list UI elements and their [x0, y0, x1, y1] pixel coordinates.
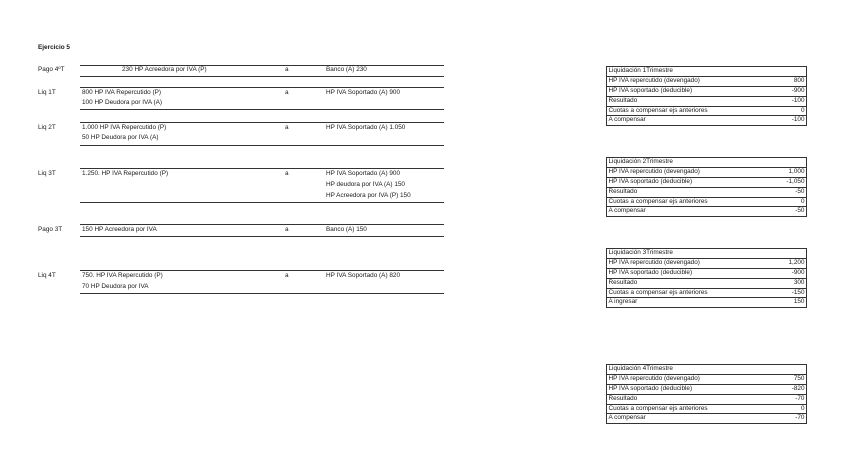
- entry-label: Pago 4ºT: [38, 66, 65, 73]
- row-value: -100: [791, 116, 805, 124]
- table-row: [607, 298, 806, 307]
- entry-credit: Banco (A) 150: [326, 226, 367, 233]
- liquidacion-table: [606, 364, 807, 424]
- row-label: Resultado: [608, 187, 638, 195]
- row-value: 150: [793, 298, 805, 306]
- row-value: -50: [795, 207, 805, 215]
- entry-credit: HP deudora por IVA (A) 150: [326, 181, 405, 188]
- entry-debit: 70 HP Deudora por IVA: [82, 283, 149, 290]
- row-value: 1,000: [788, 167, 805, 175]
- table-row: [607, 87, 806, 97]
- entry-a: a: [285, 170, 289, 177]
- row-value: 0: [800, 197, 805, 205]
- table-row: [607, 289, 806, 299]
- table-row: [607, 279, 806, 289]
- entry-credit: HP Acreedora por IVA (P) 150: [326, 192, 411, 199]
- table-header: [607, 365, 806, 375]
- entry-debit: 1.250. HP IVA Repercutido (P): [82, 170, 169, 177]
- table-row: [607, 188, 806, 198]
- table-row: [607, 207, 806, 216]
- row-label: Cuotas a compensar ejs anteriores: [608, 288, 708, 296]
- row-label: HP IVA repercutido (devengado): [608, 374, 700, 382]
- table-title: Liquidación 3Trimestre: [608, 249, 673, 256]
- row-label: A compensar: [608, 116, 646, 124]
- entry-a: a: [285, 272, 289, 279]
- entry-debit: 230 HP Acreedora por IVA (P): [122, 66, 207, 73]
- table-row: [607, 269, 806, 279]
- table-row: [607, 395, 806, 405]
- entry-rule: [80, 168, 444, 169]
- entry-label: Liq 4T: [38, 272, 56, 279]
- table-row: [607, 178, 806, 188]
- row-value: -100: [791, 96, 805, 104]
- entry-rule: [80, 236, 444, 237]
- table-title: Liquidación 4Trimestre: [608, 365, 673, 372]
- row-label: Resultado: [608, 278, 638, 286]
- entry-debit: 100 HP Deudora por IVA (A): [82, 99, 163, 106]
- entry-debit: 1.000 HP IVA Repercutido (P): [82, 124, 167, 131]
- entry-a: a: [285, 89, 289, 96]
- entry-a: a: [285, 226, 289, 233]
- entry-label: Pago 3T: [38, 226, 63, 233]
- row-label: A ingresar: [608, 298, 638, 306]
- table-row: [607, 414, 806, 423]
- table-row: [607, 97, 806, 107]
- entry-label: Liq 3T: [38, 170, 56, 177]
- row-value: -50: [795, 187, 805, 195]
- table-row: [607, 168, 806, 178]
- row-value: -70: [795, 414, 805, 422]
- row-value: -150: [791, 288, 805, 296]
- entry-rule: [80, 145, 444, 146]
- entry-credit: HP IVA Soportado (A) 1.050: [326, 124, 406, 131]
- table-row: [607, 385, 806, 395]
- row-label: HP IVA soportado (deducible): [608, 86, 693, 94]
- table-header: [607, 158, 806, 168]
- entry-debit: 50 HP Deudora por IVA (A): [82, 134, 159, 141]
- liquidacion-table: [606, 66, 807, 126]
- entry-rule: [80, 202, 444, 203]
- row-value: -900: [791, 268, 805, 276]
- row-label: HP IVA soportado (deducible): [608, 177, 693, 185]
- row-value: 300: [793, 278, 805, 286]
- entry-rule: [80, 87, 444, 88]
- row-label: A compensar: [608, 414, 646, 422]
- row-label: Resultado: [608, 96, 638, 104]
- entry-credit: Banco (A) 230: [326, 66, 367, 73]
- entry-debit: 150 HP Acreedora por IVA: [82, 226, 157, 233]
- entry-rule: [80, 293, 444, 294]
- row-value: 0: [800, 404, 805, 412]
- exercise-title: Ejercicio 5: [38, 44, 70, 51]
- row-label: HP IVA repercutido (devengado): [608, 258, 700, 266]
- entry-credit: HP IVA Soportado (A) 820: [326, 272, 401, 279]
- row-value: -900: [791, 86, 805, 94]
- row-value: 800: [793, 76, 805, 84]
- row-label: Resultado: [608, 394, 638, 402]
- entry-debit: 750. HP IVA Repercutido (P): [82, 272, 163, 279]
- row-value: 750: [793, 374, 805, 382]
- row-value: -70: [795, 394, 805, 402]
- row-value: -820: [791, 384, 805, 392]
- entry-debit: 800 HP IVA Repercutido (P): [82, 89, 161, 96]
- table-row: [607, 198, 806, 208]
- entry-rule: [80, 224, 444, 225]
- entry-rule: [80, 109, 444, 110]
- table-row: [607, 77, 806, 87]
- table-title: Liquidación 1Trimestre: [608, 67, 673, 74]
- row-label: Cuotas a compensar ejs anteriores: [608, 404, 708, 412]
- table-header: [607, 67, 806, 77]
- table-row: [607, 259, 806, 269]
- row-label: HP IVA repercutido (devengado): [608, 76, 700, 84]
- entry-label: Liq 2T: [38, 124, 56, 131]
- table-row: [607, 375, 806, 385]
- row-label: HP IVA soportado (deducible): [608, 268, 693, 276]
- entry-credit: HP IVA Soportado (A) 900: [326, 170, 401, 177]
- table-header: [607, 249, 806, 259]
- entry-a: a: [285, 66, 289, 73]
- entry-rule: [80, 270, 444, 271]
- entry-a: a: [285, 124, 289, 131]
- row-label: Cuotas a compensar ejs anteriores: [608, 197, 708, 205]
- row-value: 0: [800, 106, 805, 114]
- entry-rule: [80, 76, 444, 77]
- row-value: -1,050: [786, 177, 805, 185]
- row-label: HP IVA soportado (deducible): [608, 384, 693, 392]
- table-row: [607, 116, 806, 125]
- entry-rule: [80, 122, 444, 123]
- row-label: A compensar: [608, 207, 646, 215]
- table-row: [607, 107, 806, 117]
- entry-label: Liq 1T: [38, 89, 56, 96]
- table-row: [607, 405, 806, 415]
- liquidacion-table: [606, 157, 807, 217]
- entry-credit: HP IVA Soportado (A) 900: [326, 89, 401, 96]
- row-label: HP IVA repercutido (devengado): [608, 167, 700, 175]
- table-title: Liquidación 2Trimestre: [608, 158, 673, 165]
- row-value: 1,200: [788, 258, 805, 266]
- liquidacion-table: [606, 248, 807, 308]
- row-label: Cuotas a compensar ejs anteriores: [608, 106, 708, 114]
